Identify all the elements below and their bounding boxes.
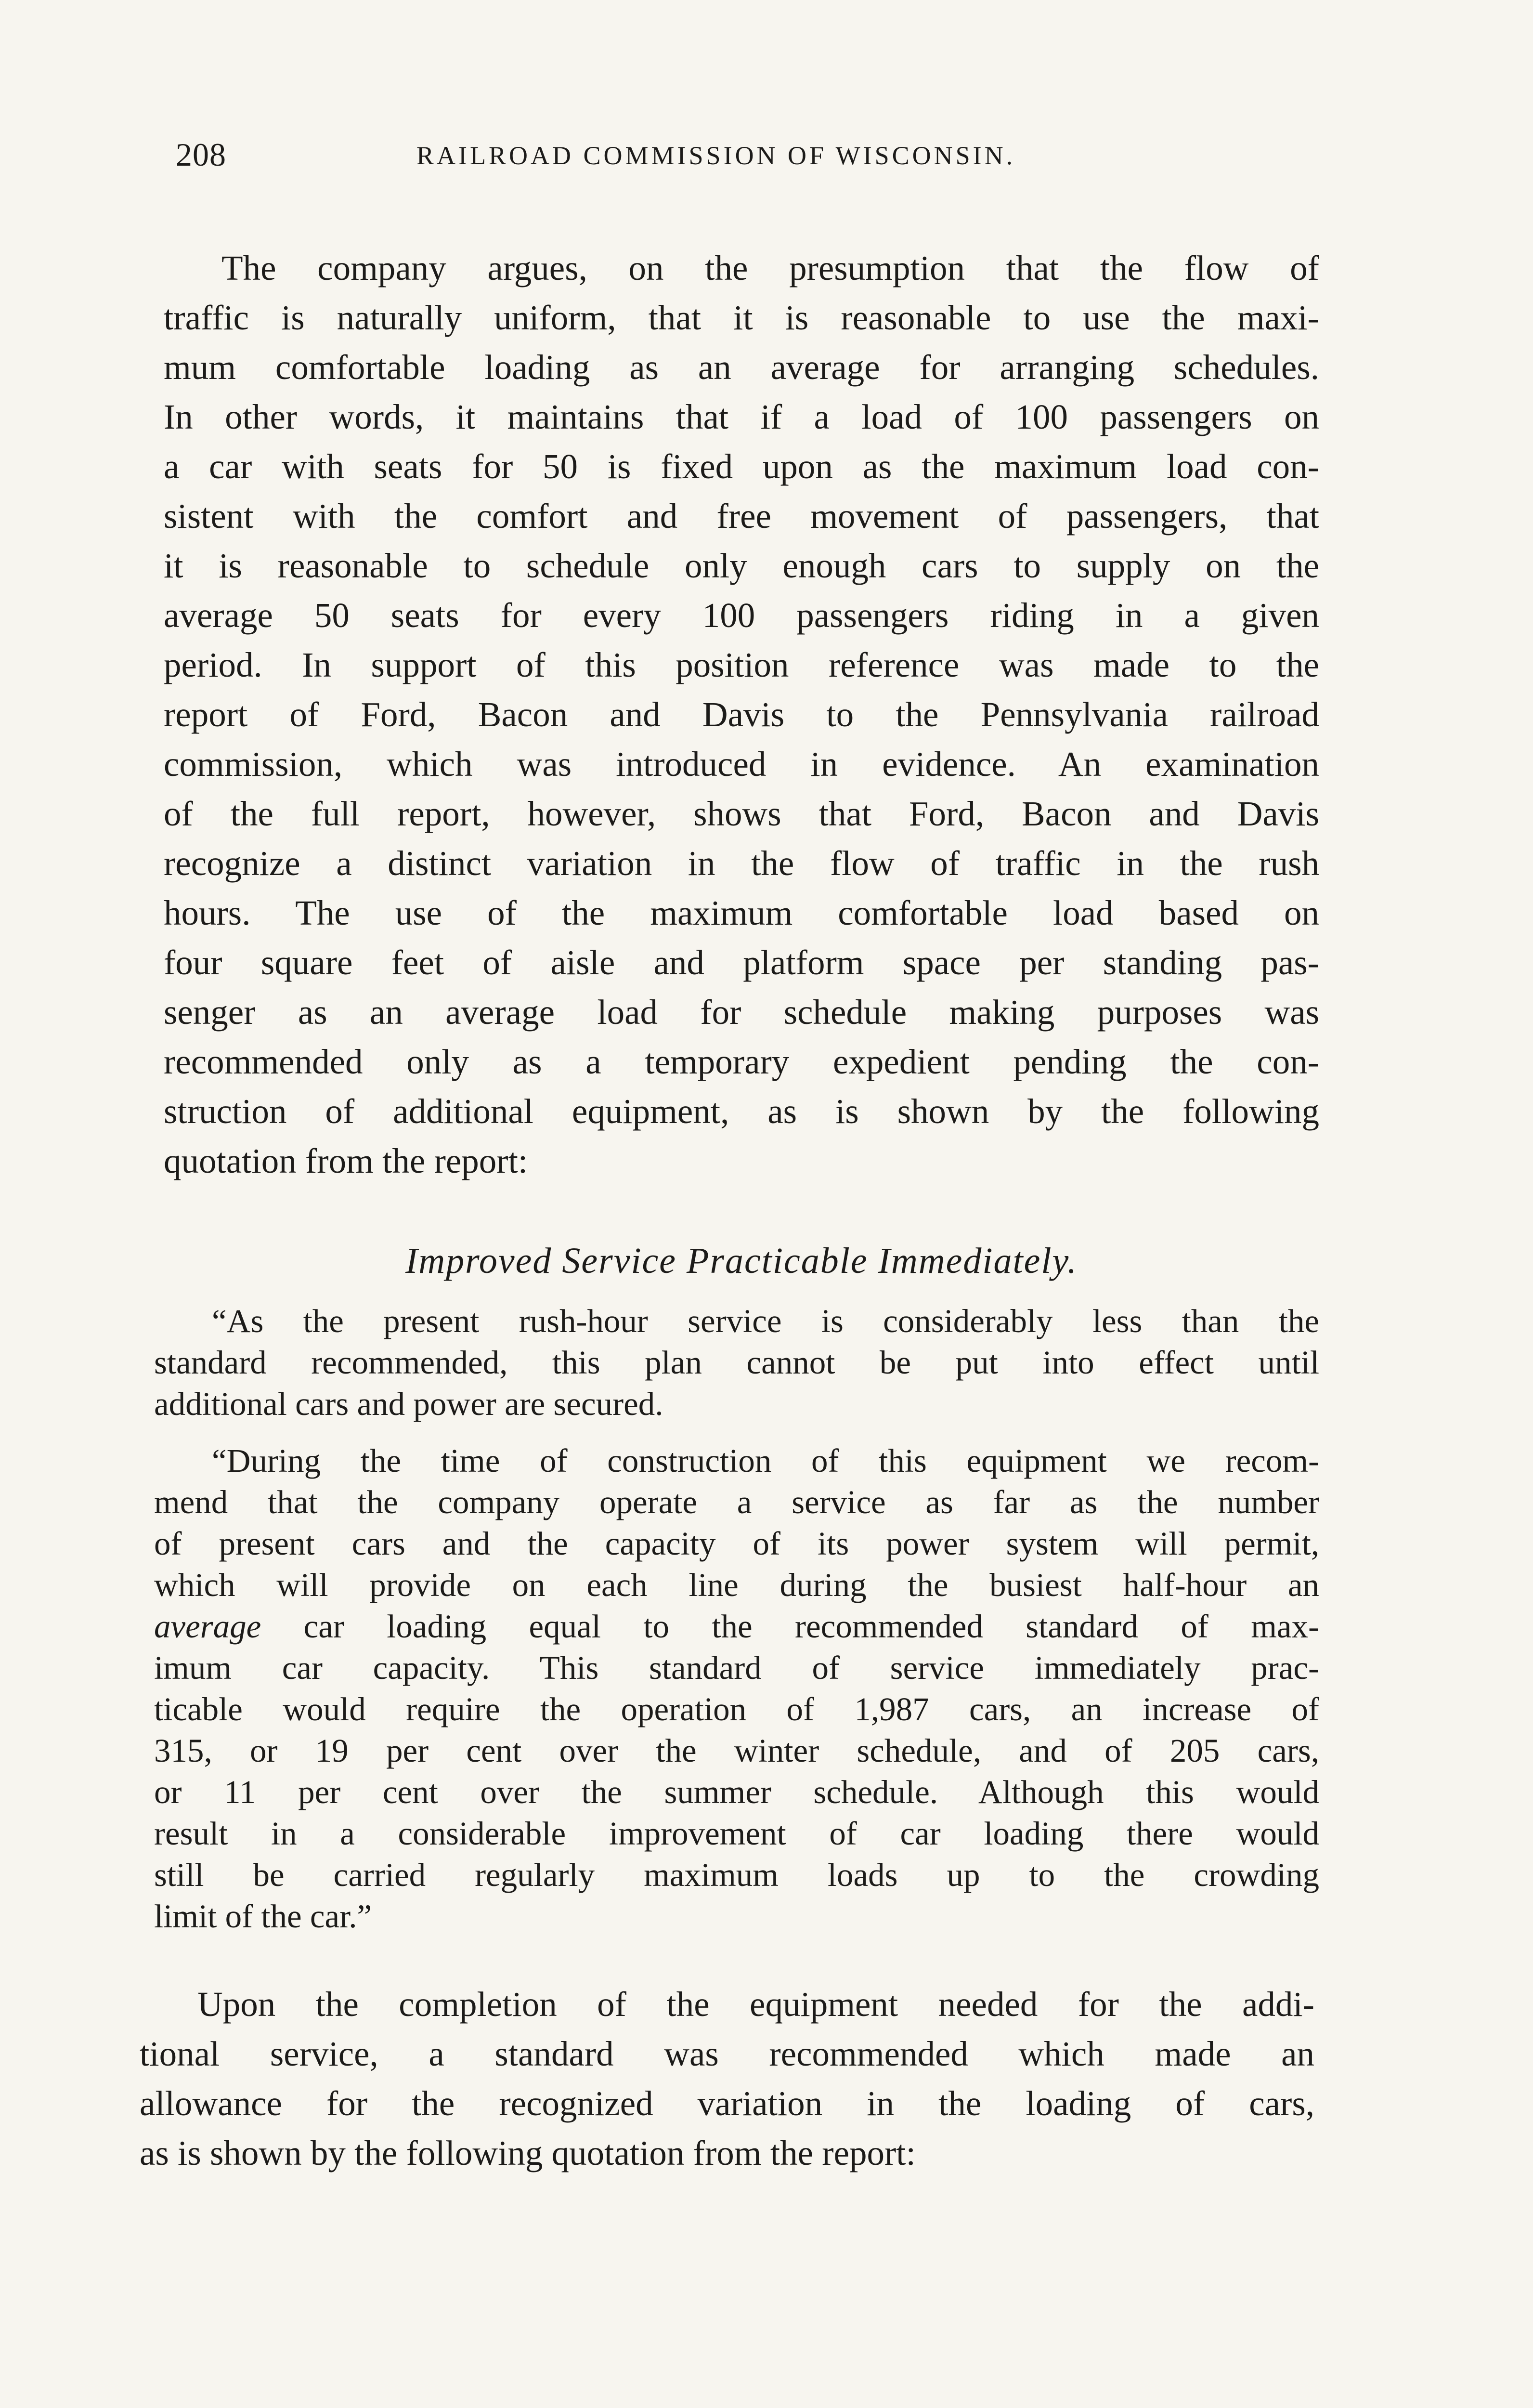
text-line: which will provide on each line during the busiest half-hour an bbox=[154, 1567, 1319, 1603]
running-head bbox=[176, 136, 1341, 184]
text-line: sistent with the comfort and free movement of passengers, that bbox=[164, 497, 1319, 536]
text-line: Upon the completion of the equipment needed for the addi- bbox=[197, 1985, 1314, 2024]
text-line: “As the present rush-hour service is considerably less than the bbox=[212, 1303, 1319, 1339]
page-number: 208 bbox=[176, 136, 226, 173]
quotation-paragraph-1 bbox=[154, 1300, 1319, 1425]
text-span: car loading equal to the recommended standard of max- bbox=[261, 1608, 1319, 1645]
text-line: recognize a distinct variation in the flow of traffic in the rush bbox=[164, 844, 1319, 883]
text-line: of the full report, however, shows that Ford, Bacon and Davis bbox=[164, 794, 1319, 833]
text-line: additional cars and power are secured. bbox=[154, 1386, 663, 1422]
text-line: it is reasonable to schedule only enough cars to supply on the bbox=[164, 546, 1319, 585]
text-line: of present cars and the capacity of its power system will permit, bbox=[154, 1525, 1319, 1562]
text-line: The company argues, on the presumption that the flow of bbox=[221, 249, 1319, 288]
text-line: imum car capacity. This standard of service immediately prac- bbox=[154, 1649, 1319, 1686]
text-line: tional service, a standard was recommended which made an bbox=[140, 2034, 1314, 2073]
text-line: “During the time of construction of this equipment we recom- bbox=[212, 1442, 1319, 1479]
text-line: four square feet of aisle and platform space per standing pas- bbox=[164, 943, 1319, 982]
text-line: period. In support of this position reference was made to the bbox=[164, 645, 1319, 684]
text-line: still be carried regularly maximum loads up to the crowding bbox=[154, 1857, 1319, 1893]
text-line: senger as an average load for schedule making purposes was bbox=[164, 993, 1319, 1032]
paragraph-1 bbox=[164, 243, 1319, 1186]
text-line bbox=[154, 1606, 1319, 1647]
running-title: RAILROAD COMMISSION OF WISCONSIN. bbox=[416, 141, 1016, 170]
text-line: hours. The use of the maximum comfortable load based on bbox=[164, 893, 1319, 932]
text-line: ticable would require the operation of 1,987 cars, an increase of bbox=[154, 1691, 1319, 1727]
text-line: average 50 seats for every 100 passengers riding in a given bbox=[164, 596, 1319, 635]
text-line: 315, or 19 per cent over the winter schedule, and of 205 cars, bbox=[154, 1732, 1319, 1769]
text-line: as is shown by the following quotation from the report: bbox=[140, 2133, 916, 2172]
text-line: limit of the car.” bbox=[154, 1898, 372, 1935]
text-line: traffic is naturally uniform, that it is reasonable to use the maxi- bbox=[164, 298, 1319, 337]
text-line: report of Ford, Bacon and Davis to the Pennsylvania railroad bbox=[164, 695, 1319, 734]
text-line: commission, which was introduced in evidence. An examination bbox=[164, 745, 1319, 784]
text-line: struction of additional equipment, as is shown by the following bbox=[164, 1092, 1319, 1131]
text-line: quotation from the report: bbox=[164, 1141, 528, 1180]
section-subheading: Improved Service Practicable Immediately. bbox=[405, 1241, 1078, 1281]
paragraph-2 bbox=[140, 1979, 1314, 2178]
text-line: or 11 per cent over the summer schedule. Although this would bbox=[154, 1774, 1319, 1810]
emphasized-word: average bbox=[154, 1608, 261, 1645]
text-line: recommended only as a temporary expedient pending the con- bbox=[164, 1042, 1319, 1081]
quotation-paragraph-2 bbox=[154, 1440, 1319, 1937]
text-line: In other words, it maintains that if a load of 100 passengers on bbox=[164, 397, 1319, 436]
text-line: mum comfortable loading as an average for arranging schedules. bbox=[164, 348, 1319, 387]
text-line: allowance for the recognized variation in the loading of cars, bbox=[140, 2084, 1314, 2123]
text-line: mend that the company operate a service as far as the number bbox=[154, 1484, 1319, 1520]
text-line: a car with seats for 50 is fixed upon as the maximum load con- bbox=[164, 447, 1319, 486]
text-line: standard recommended, this plan cannot be put into effect until bbox=[154, 1344, 1319, 1381]
text-line: result in a considerable improvement of car loading there would bbox=[154, 1815, 1319, 1852]
